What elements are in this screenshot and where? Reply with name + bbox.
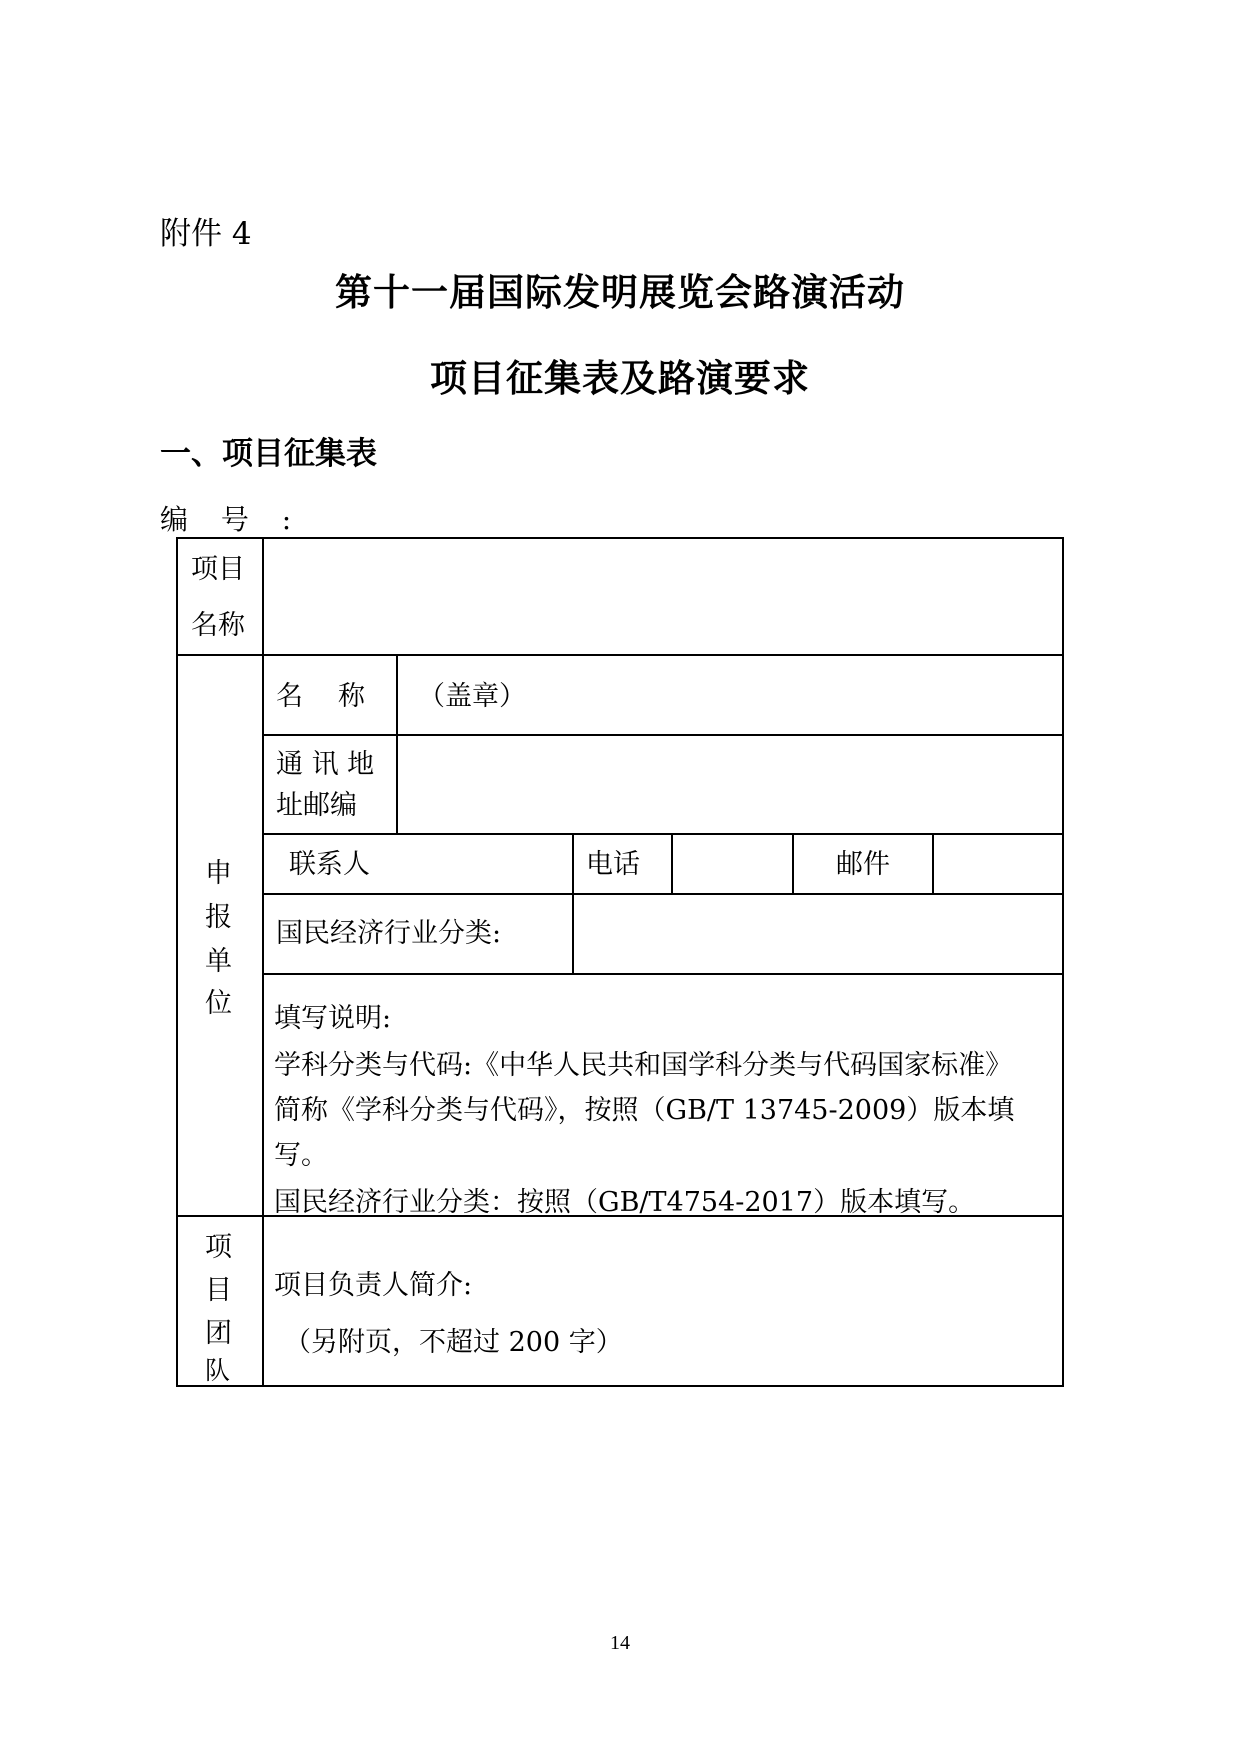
stamp-note: （盖章） xyxy=(418,681,526,712)
table-border-bottom xyxy=(176,1385,1064,1387)
address-label-1: 通 讯 地 xyxy=(276,749,375,780)
leader-note: （另附页，不超过 200 字） xyxy=(284,1327,623,1358)
serial-number-label: 编 号 : xyxy=(160,503,304,536)
phone-field[interactable] xyxy=(675,837,790,891)
project-name-field[interactable] xyxy=(266,544,1058,650)
address-label-2: 址邮编 xyxy=(276,790,357,821)
project-name-label-1: 项目 xyxy=(191,554,245,585)
leader-intro-field[interactable] xyxy=(266,1219,1058,1383)
table-rule xyxy=(262,973,1064,975)
instructions-line: 简称《学科分类与代码》，按照（GB/T 13745-2009）版本填 xyxy=(274,1095,1015,1126)
team-label-char: 团 xyxy=(205,1318,232,1349)
table-rule xyxy=(262,893,1064,895)
team-label-char: 队 xyxy=(205,1356,231,1385)
contact-label: 联系人 xyxy=(289,849,370,880)
document-title-line-2: 项目征集表及路演要求 xyxy=(430,357,810,400)
applicant-label-char: 单 xyxy=(205,946,232,977)
page-number: 14 xyxy=(610,1632,630,1654)
email-label: 邮件 xyxy=(836,849,890,880)
contact-field[interactable] xyxy=(400,837,570,891)
applicant-label-char: 报 xyxy=(205,902,232,933)
instructions-line: 国民经济行业分类：按照（GB/T4754-2017）版本填写。 xyxy=(274,1187,976,1218)
industry-label: 国民经济行业分类: xyxy=(276,918,502,949)
email-field[interactable] xyxy=(936,837,1060,891)
table-border-right xyxy=(1062,537,1064,1387)
table-rule xyxy=(262,734,1064,736)
team-label-char: 目 xyxy=(205,1275,232,1306)
attachment-label: 附件 4 xyxy=(160,216,252,252)
team-label-char: 项 xyxy=(205,1232,232,1263)
table-border-left xyxy=(176,537,178,1387)
phone-label: 电话 xyxy=(586,849,640,880)
table-rule xyxy=(792,833,794,895)
table-rule xyxy=(671,833,673,895)
table-rule xyxy=(572,833,574,975)
applicant-label-char: 申 xyxy=(205,858,232,889)
table-rule xyxy=(932,833,934,895)
project-name-label-2: 名称 xyxy=(191,610,245,641)
applicant-label-char: 位 xyxy=(205,988,232,1019)
section-heading: 一、项目征集表 xyxy=(160,436,377,472)
table-rule xyxy=(176,654,1064,656)
address-field[interactable] xyxy=(400,738,1060,831)
table-rule xyxy=(396,654,398,835)
unit-name-label: 名 称 xyxy=(276,681,369,712)
table-rule xyxy=(262,833,1064,835)
instructions-heading: 填写说明: xyxy=(274,1003,392,1034)
unit-name-field[interactable] xyxy=(400,658,1060,732)
leader-label: 项目负责人简介: xyxy=(274,1270,473,1301)
instructions-line: 学科分类与代码:《中华人民共和国学科分类与代码国家标准》 xyxy=(274,1050,1013,1081)
table-border-top xyxy=(176,537,1064,539)
table-rule xyxy=(262,537,264,1387)
industry-field[interactable] xyxy=(576,897,1060,971)
instructions-line: 写。 xyxy=(274,1140,328,1171)
document-title-line-1: 第十一届国际发明展览会路演活动 xyxy=(335,271,905,314)
